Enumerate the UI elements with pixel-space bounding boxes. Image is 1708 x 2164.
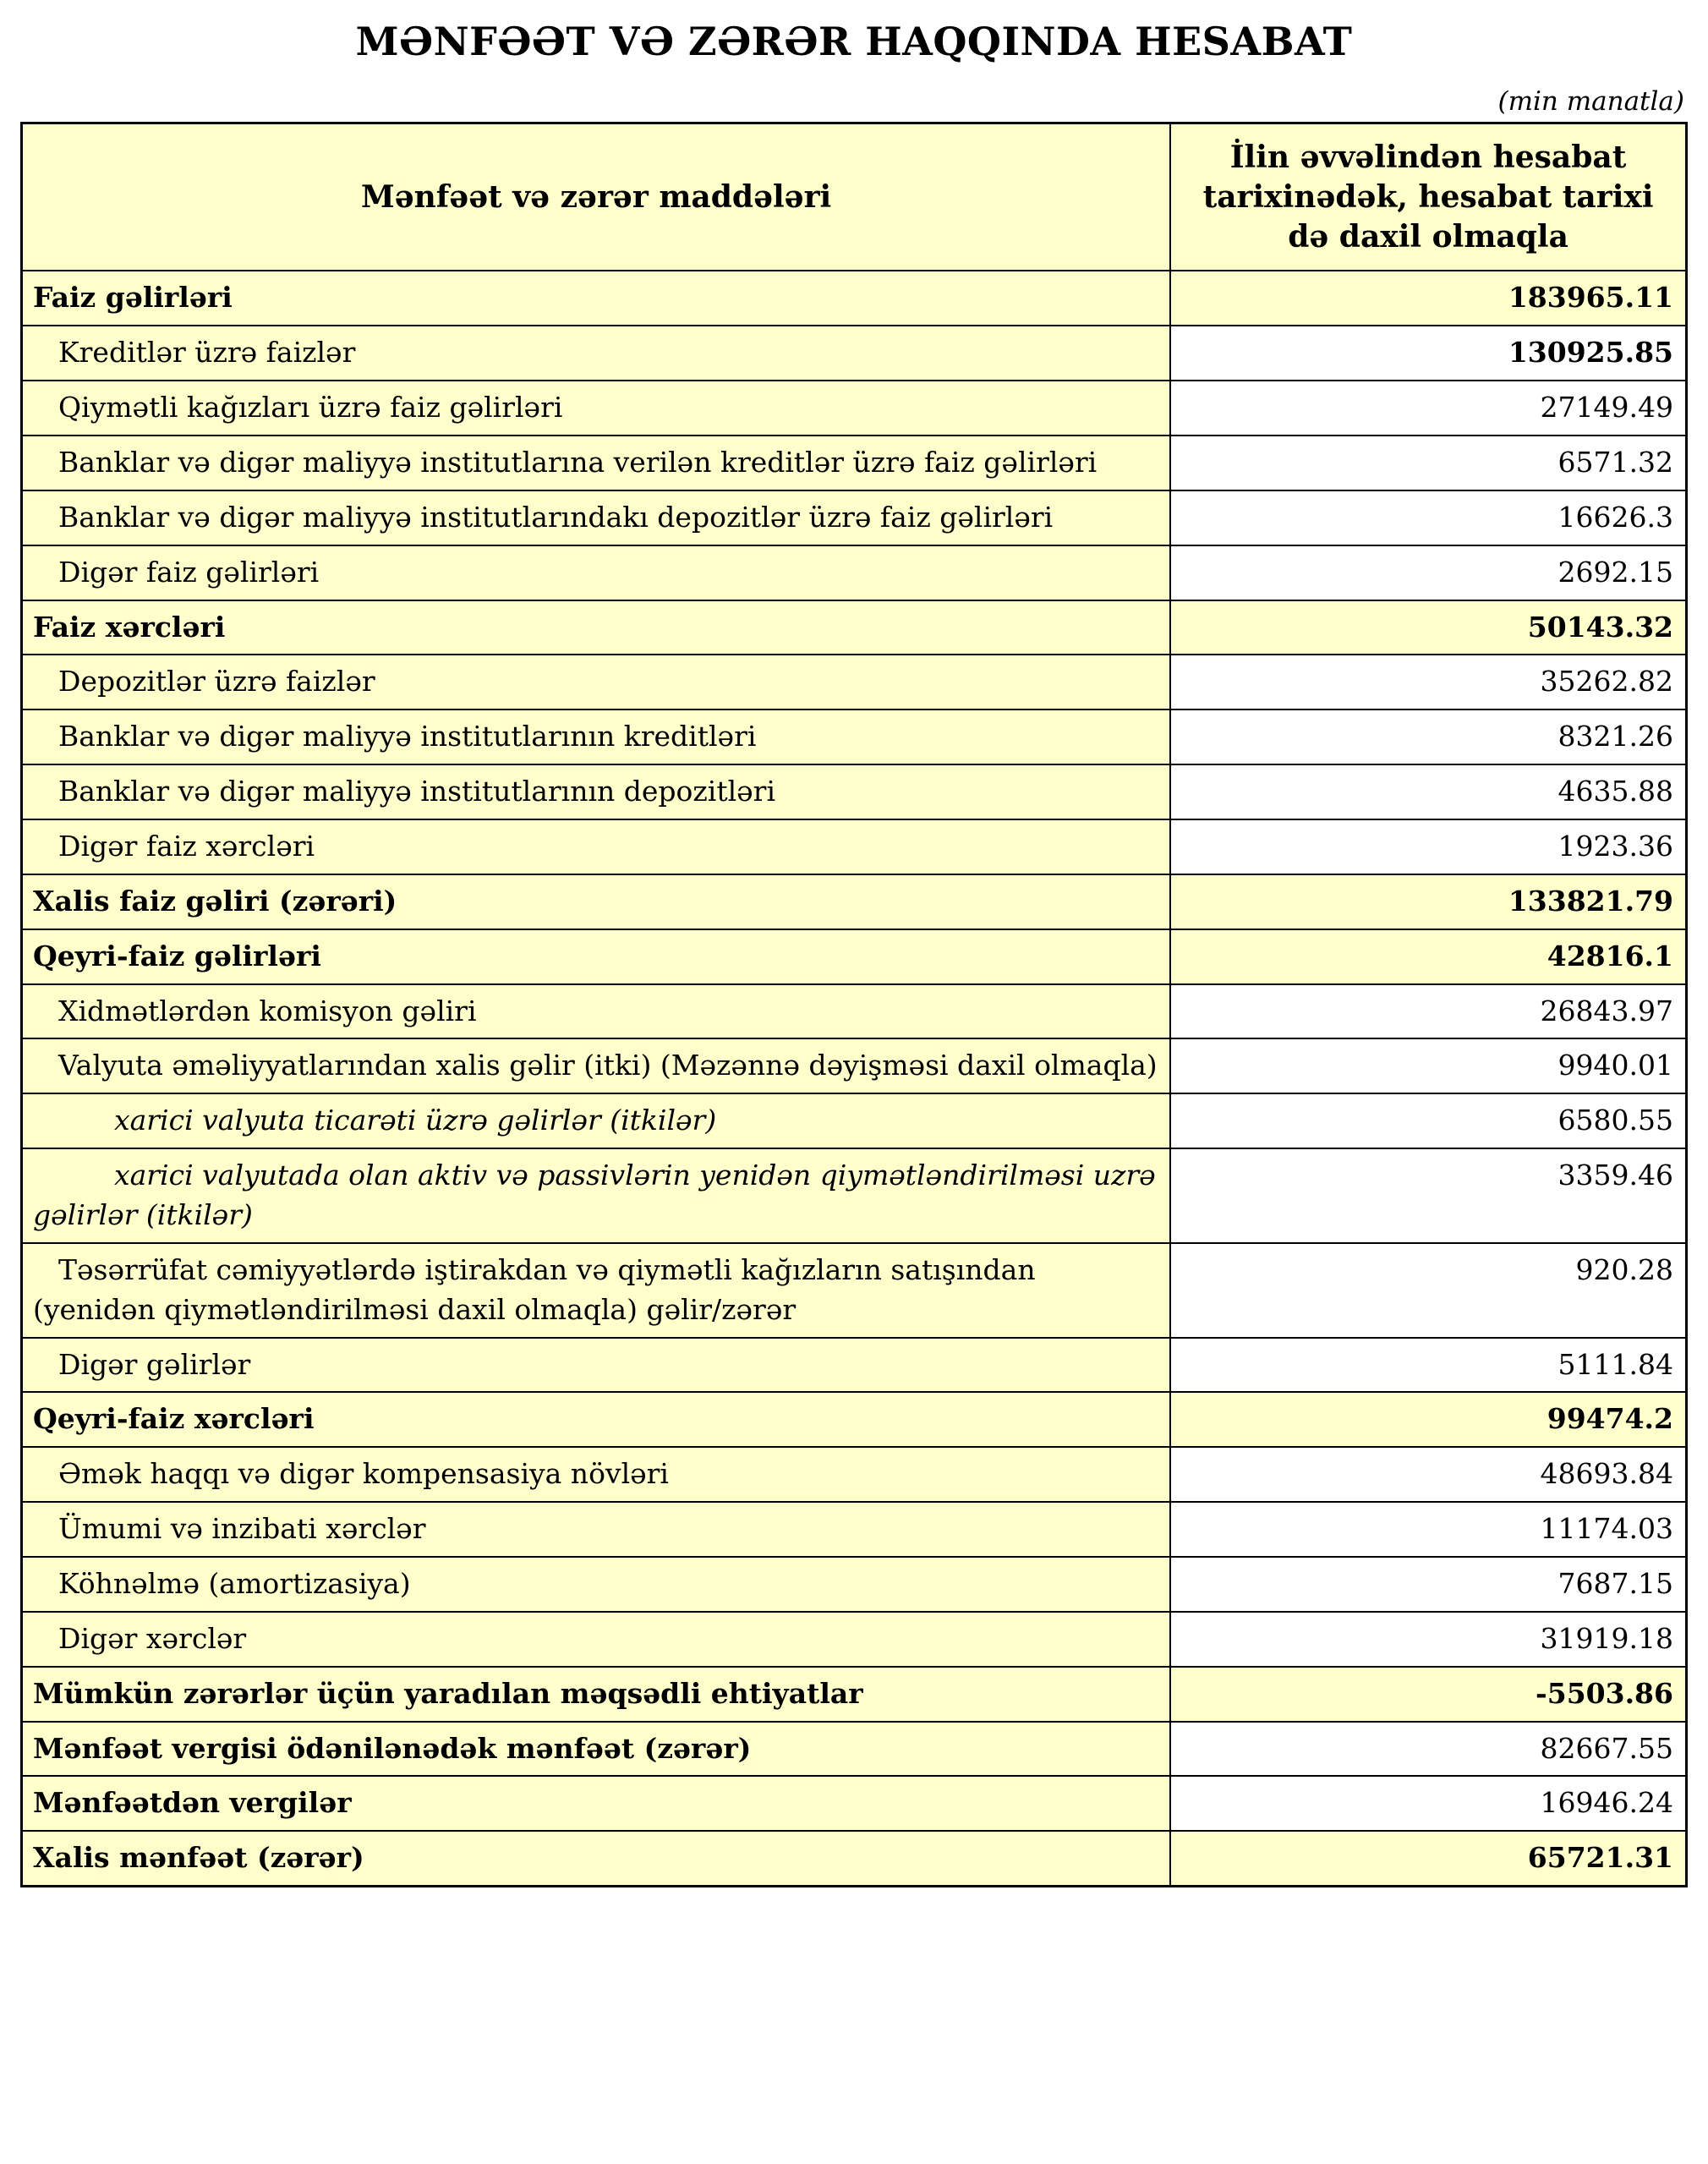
table-row [22, 1557, 1687, 1612]
table-row [22, 1243, 1687, 1338]
row-label: Digər gəlirlər [22, 1338, 1171, 1393]
row-label: Banklar və digər maliyyə institutlarındakı depozitlər üzrə faiz gəlirləri [22, 490, 1171, 545]
row-value: 130925.85 [1170, 326, 1686, 381]
table-row [22, 929, 1687, 984]
row-value: 27149.49 [1170, 381, 1686, 436]
row-value: 133821.79 [1170, 874, 1686, 929]
row-label: Qeyri-faiz xərcləri [22, 1392, 1171, 1447]
table-row [22, 1722, 1687, 1777]
row-label: Depozitlər üzrə faizlər [22, 655, 1171, 709]
row-value: 1923.36 [1170, 819, 1686, 874]
row-value: 6571.32 [1170, 436, 1686, 490]
row-value: -5503.86 [1170, 1667, 1686, 1722]
table-row [22, 436, 1687, 490]
row-value: 16626.3 [1170, 490, 1686, 545]
row-value: 50143.32 [1170, 600, 1686, 655]
table-row [22, 655, 1687, 709]
table-body [22, 271, 1687, 1886]
row-label: Köhnəlmə (amortizasiya) [22, 1557, 1171, 1612]
row-label: Banklar və digər maliyyə institutlarının depozitləri [22, 764, 1171, 819]
row-label: Digər faiz xərcləri [22, 819, 1171, 874]
table-row [22, 1392, 1687, 1447]
row-label: Valyuta əməliyyatlarından xalis gəlir (itki) (Məzənnə dəyişməsi daxil olmaqla) [22, 1038, 1171, 1093]
row-value: 48693.84 [1170, 1447, 1686, 1502]
row-label: Xalis faiz gəliri (zərəri) [22, 874, 1171, 929]
row-label: Xidmətlərdən komisyon gəliri [22, 984, 1171, 1039]
row-label: Təsərrüfat cəmiyyətlərdə iştirakdan və qiymətli kağızların satışından (yenidən qiymətləndirilməsi daxil olmaqla) gəlir/zərər [22, 1243, 1171, 1338]
table-row [22, 1612, 1687, 1667]
row-value: 6580.55 [1170, 1093, 1686, 1148]
table-row [22, 709, 1687, 764]
row-label: Digər faiz gəlirləri [22, 545, 1171, 600]
row-label: Mənfəət vergisi ödənilənədək mənfəət (zərər) [22, 1722, 1171, 1777]
row-value: 65721.31 [1170, 1831, 1686, 1886]
table-row [22, 326, 1687, 381]
row-label: Mümkün zərərlər üçün yaradılan məqsədli ehtiyatlar [22, 1667, 1171, 1722]
row-value: 5111.84 [1170, 1338, 1686, 1393]
row-label: Qiymətli kağızları üzrə faiz gəlirləri [22, 381, 1171, 436]
row-value: 9940.01 [1170, 1038, 1686, 1093]
row-label: Mənfəətdən vergilər [22, 1776, 1171, 1831]
table-row [22, 984, 1687, 1039]
row-label: Banklar və digər maliyyə institutlarının kreditləri [22, 709, 1171, 764]
table-row [22, 1447, 1687, 1502]
row-label: Qeyri-faiz gəlirləri [22, 929, 1171, 984]
pnl-table [20, 122, 1688, 1887]
row-label: Faiz xərcləri [22, 600, 1171, 655]
table-row [22, 764, 1687, 819]
row-label: Əmək haqqı və digər kompensasiya növləri [22, 1447, 1171, 1502]
row-label: Banklar və digər maliyyə institutlarına verilən kreditlər üzrə faiz gəlirləri [22, 436, 1171, 490]
table-row [22, 1776, 1687, 1831]
row-value: 183965.11 [1170, 271, 1686, 326]
row-label: Xalis mənfəət (zərər) [22, 1831, 1171, 1886]
unit-note: (min manatla) [1497, 86, 1684, 117]
row-value: 3359.46 [1170, 1148, 1686, 1243]
row-value: 16946.24 [1170, 1776, 1686, 1831]
header-items-column: Mənfəət və zərər maddələri [22, 123, 1171, 271]
row-value: 26843.97 [1170, 984, 1686, 1039]
row-label: xarici valyutada olan aktiv və passivlərin yenidən qiymətləndirilməsi uzrə gəlirlər (itkilər) [22, 1148, 1171, 1243]
row-label: Faiz gəlirləri [22, 271, 1171, 326]
row-value: 99474.2 [1170, 1392, 1686, 1447]
row-label: xarici valyuta ticarəti üzrə gəlirlər (itkilər) [22, 1093, 1171, 1148]
table-row [22, 1038, 1687, 1093]
table-row [22, 1338, 1687, 1393]
table-row [22, 1502, 1687, 1557]
page-title: MƏNFƏƏT VƏ ZƏRƏR HAQQINDA HESABAT [355, 19, 1353, 64]
row-label: Ümumi və inzibati xərclər [22, 1502, 1171, 1557]
table-row [22, 1093, 1687, 1148]
row-value: 2692.15 [1170, 545, 1686, 600]
row-label: Kreditlər üzrə faizlər [22, 326, 1171, 381]
row-value: 35262.82 [1170, 655, 1686, 709]
table-row [22, 1667, 1687, 1722]
table-header-row [22, 123, 1687, 271]
table-row [22, 600, 1687, 655]
table-row [22, 874, 1687, 929]
table-row [22, 1831, 1687, 1886]
table-row [22, 1148, 1687, 1243]
header-value-column: İlin əvvəlindən hesabat tarixinədək, hesabat tarixi də daxil olmaqla [1170, 123, 1686, 271]
row-label: Digər xərclər [22, 1612, 1171, 1667]
row-value: 42816.1 [1170, 929, 1686, 984]
table-row [22, 381, 1687, 436]
row-value: 82667.55 [1170, 1722, 1686, 1777]
row-value: 7687.15 [1170, 1557, 1686, 1612]
row-value: 4635.88 [1170, 764, 1686, 819]
table-row [22, 819, 1687, 874]
row-value: 920.28 [1170, 1243, 1686, 1338]
row-value: 31919.18 [1170, 1612, 1686, 1667]
table-row [22, 490, 1687, 545]
row-value: 11174.03 [1170, 1502, 1686, 1557]
table-row [22, 271, 1687, 326]
table-row [22, 545, 1687, 600]
row-value: 8321.26 [1170, 709, 1686, 764]
